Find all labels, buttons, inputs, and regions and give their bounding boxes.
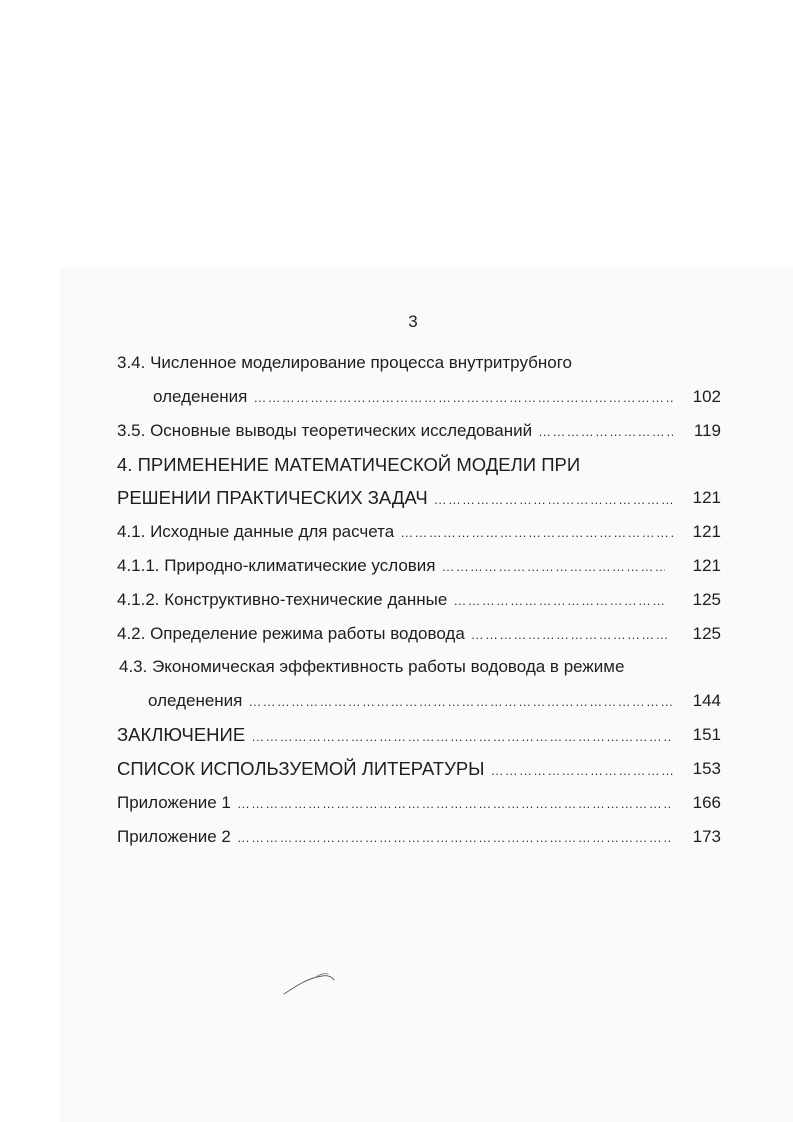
toc-entry-page: 144	[692, 691, 721, 710]
dot-leader	[471, 623, 667, 647]
toc-entry-label: Приложение 2	[117, 827, 231, 846]
toc-entry-page: 151	[692, 725, 721, 744]
toc-entry-appendix-2	[117, 825, 671, 849]
signature-mark	[282, 968, 342, 998]
toc-entry-4-continuation	[117, 486, 673, 510]
toc-entry-label: 3.5. Основные выводы теоретических исследований	[117, 421, 533, 440]
toc-entry-4-title: 4. ПРИМЕНЕНИЕ МАТЕМАТИЧЕСКОЙ МОДЕЛИ ПРИ	[117, 454, 581, 475]
dot-leader	[237, 826, 671, 850]
toc-entry-label: 4.1. Исходные данные для расчета	[117, 522, 395, 541]
dot-leader	[434, 488, 673, 512]
dot-leader	[253, 386, 673, 410]
toc-entry-page: 166	[692, 793, 721, 812]
dot-leader	[251, 725, 673, 749]
dot-leader	[538, 420, 673, 444]
dot-leader	[248, 690, 673, 714]
toc-entry-label: оледенения	[148, 691, 243, 710]
dot-leader	[442, 555, 665, 579]
page-number: 3	[408, 312, 418, 331]
toc-entry-label: 4.1.1. Природно-климатические условия	[117, 556, 436, 575]
toc-entry-3-4-continuation	[153, 385, 673, 409]
toc-entry-4-1-2	[117, 588, 665, 612]
toc-entry-label: СПИСОК ИСПОЛЬЗУЕМОЙ ЛИТЕРАТУРЫ	[117, 758, 485, 779]
toc-entry-page: 125	[692, 590, 721, 609]
toc-entry-label: Приложение 1	[117, 793, 231, 812]
toc-entry-conclusion	[117, 723, 673, 747]
toc-entry-4-1-1	[117, 554, 665, 578]
toc-entry-4-1	[117, 520, 673, 544]
toc-entry-label: 4.2. Определение режима работы водовода	[117, 624, 465, 643]
toc-entry-page: 121	[692, 522, 721, 541]
toc-entry-4-2	[117, 622, 667, 646]
toc-entry-page: 125	[692, 624, 721, 643]
dot-leader	[491, 759, 673, 783]
toc-entry-page: 153	[692, 759, 721, 778]
toc-entry-bibliography	[117, 757, 673, 781]
toc-entry-page: 121	[692, 488, 721, 507]
toc-entry-label: ЗАКЛЮЧЕНИЕ	[117, 724, 246, 745]
toc-entry-page: 102	[692, 387, 721, 406]
toc-entry-4-3-title: 4.3. Экономическая эффективность работы водовода в режиме	[119, 657, 625, 676]
toc-entry-3-4-title: 3.4. Численное моделирование процесса внутритрубного	[117, 353, 572, 372]
toc-entry-appendix-1	[117, 791, 671, 815]
toc-entry-page: 173	[692, 827, 721, 846]
toc-entry-page: 121	[692, 556, 721, 575]
toc-entry-label: оледенения	[153, 387, 248, 406]
dot-leader	[237, 792, 671, 816]
toc-entry-3-5	[117, 419, 673, 443]
toc-entry-page: 119	[693, 421, 721, 440]
dot-leader	[400, 521, 673, 545]
toc-entry-label: РЕШЕНИИ ПРАКТИЧЕСКИХ ЗАДАЧ	[117, 487, 428, 508]
toc-entry-4-3-continuation	[148, 689, 673, 713]
dot-leader	[453, 589, 665, 613]
toc-entry-label: 4.1.2. Конструктивно-технические данные	[117, 590, 448, 609]
